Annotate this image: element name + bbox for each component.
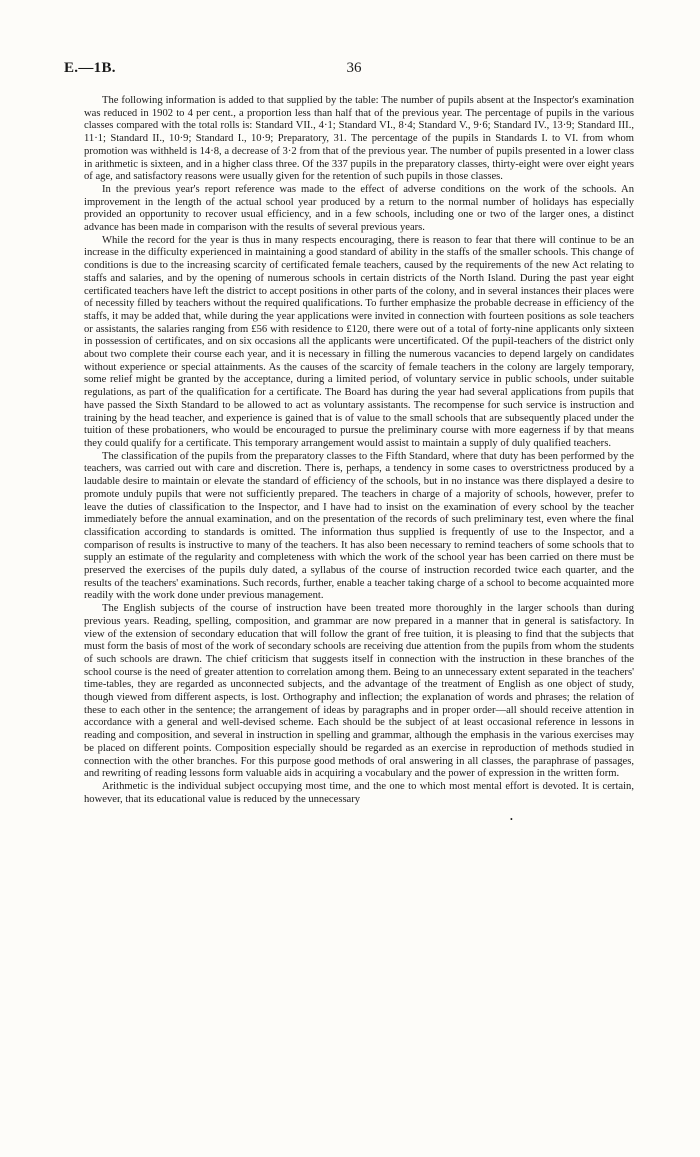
continuation-dot: •: [510, 814, 513, 824]
paragraph-arithmetic: Arithmetic is the individual subject occupying most time, and the one to which most mental effort is devoted. It is certain, however, that its educational value is reduced by the unnecessary: [84, 780, 634, 805]
paragraph-previous-report: In the previous year's report reference was made to the effect of adverse conditions on the work of the schools. An improvement in the length of the actual school year produced by a return to the normal number of holidays has especially provided an opportunity to recover usual efficiency, and in a few schools, including one or two of the larger ones, a distinct advance has been made in comparison with the results of several previous years.: [84, 183, 634, 234]
page-header: [64, 60, 644, 82]
document-reference: E.—1B.: [64, 60, 116, 76]
report-body: [84, 95, 634, 824]
paragraph-pupil-statistics: The following information is added to that supplied by the table: The number of pupils absent at the Inspector's examination was reduced in 1902 to 4 per cent., a proportion less than half that of the previous year. The percentage of pupils in the various classes compared with the total rolls is: Standard VII., 4·1; Standard VI., 8·4; Standard V., 9·6; Standard IV., 13·9; Standard III., 11·1; Standard II., 10·9; Standard I., 10·9; Preparatory, 31. The percentage of the pupils in Standards I. to VI. from whom promotion was withheld is 14·8, a decrease of 3·2 from that of the previous year. The number of pupils presented in a lower class in arithmetic is sixteen, and in a higher class three. Of the 337 pupils in the preparatory classes, thirty-eight were over eight years of age, and satisfactory reasons were usually given for the retention of such pupils in those classes.: [84, 95, 634, 183]
paragraph-teacher-scarcity: While the record for the year is thus in many respects encouraging, there is reason to fear that there will continue to be an increase in the difficulty experienced in maintaining a good standard of ability in the staffs of the smaller schools. This change of conditions is due to the increasing scarcity of certificated female teachers, caused by the requirements of the new Act relating to staffs and salaries, and by the opening of numerous schools in certain districts of the North Island. During the past year eight certificated teachers have left the district to accept positions in other parts of the colony, and in several instances their places were of necessity filled by teachers without the required qualifications. To further emphasize the probable decrease in efficiency of the staffs, it may be added that, while during the year applications were invited in connection with fourteen positions as sole teachers or assistants, the salaries ranging from £56 with residence to £120, there were out of a total of forty-nine applicants only sixteen in possession of certificates, and on six occasions all the applicants were uncertificated. Of the pupil-teachers of the district only about two complete their course each year, and it is necessary in filling the numerous vacancies to depend largely on candidates without experience or special attainments. As the causes of the scarcity of female teachers in the colony are largely temporary, some relief might be granted by the acceptance, during a limited period, of voluntary service in public schools, under suitable regulations, as part of the qualification for a certificate. The Board has during the year had several applications from pupils that have passed the Sixth Standard to be allowed to act as voluntary assistants. The recompense for such service is instruction and training by the head teacher, and experience is gained that is of value to the small schools that are subsequently placed under the tuition of these probationers, who would be encouraged to pursue the preliminary course with more eagerness if by that means they could qualify for a certificate. This temporary arrangement would assist to maintain a supply of duly qualified teachers.: [84, 234, 634, 449]
paragraph-classification: The classification of the pupils from the preparatory classes to the Fifth Standard, where that duty has been performed by the teachers, was carried out with care and discretion. There is, perhaps, a tendency in some cases to overstrictness produced by a laudable desire to maintain or elevate the standard of efficiency of the schools, but in no instance was there displayed a desire to promote unduly pupils that were not sufficiently prepared. The teachers in charge of a majority of schools, however, prefer to leave the duties of classification to the Inspector, and I have had to insist on the examination of every school by the teacher immediately before the annual examination, and on the presentation of the records of such preliminary test, even where the final classification according to standards is omitted. The information thus supplied is frequently of use to the Inspector, and a comparison of results is instructive to many of the teachers. It has also been necessary to remind teachers of some schools that to supply an estimate of the regularity and completeness with which the work of the school year has been carried on there must be preserved the exercises of the pupils duly dated, a syllabus of the course of instruction recorded twice each quarter, and the results of the teachers' examinations. Such records, further, enable a teacher taking charge of a school to become acquainted more readily with the work done under previous management.: [84, 450, 634, 602]
page-number: 36: [346, 60, 362, 76]
paragraph-english-subjects: The English subjects of the course of instruction have been treated more thoroughly in the larger schools than during previous years. Reading, spelling, composition, and grammar are now prepared in a manner that in general is satisfactory. In view of the extension of secondary education that will follow the grant of free tuition, it is pleasing to find that the subjects that must form the basis of most of the work of secondary schools are receiving due attention from the pupils from whom the students of such schools are drawn. The chief criticism that suggests itself in connection with the instruction in these branches of the school course is the need of greater attention to correlation among them. Being to an unnecessary extent separated in the teachers' time-tables, they are regarded as unconnected subjects, and the advantage of the treatment of English as one object of study, though viewed from different aspects, is lost. Orthography and inflection; the explanation of words and phrases; the relation of these to each other in the sentence; the arrangement of ideas by paragraphs and in proper order—all should receive attention in accordance with a general and well-devised scheme. Each should be the subject of at least occasional reference in lessons in reading and composition, and several in instruction in spelling and grammar, although the emphasis in the various exercises may be placed on different points. Composition especially should be regarded as an exercise in reproduction of methods studied in connection with the other branches. For this purpose good methods of oral answering in all classes, the paraphrase of passages, and rewriting of reading lessons form valuable aids in acquiring a vocabulary and the power of expression in the written form.: [84, 603, 634, 780]
